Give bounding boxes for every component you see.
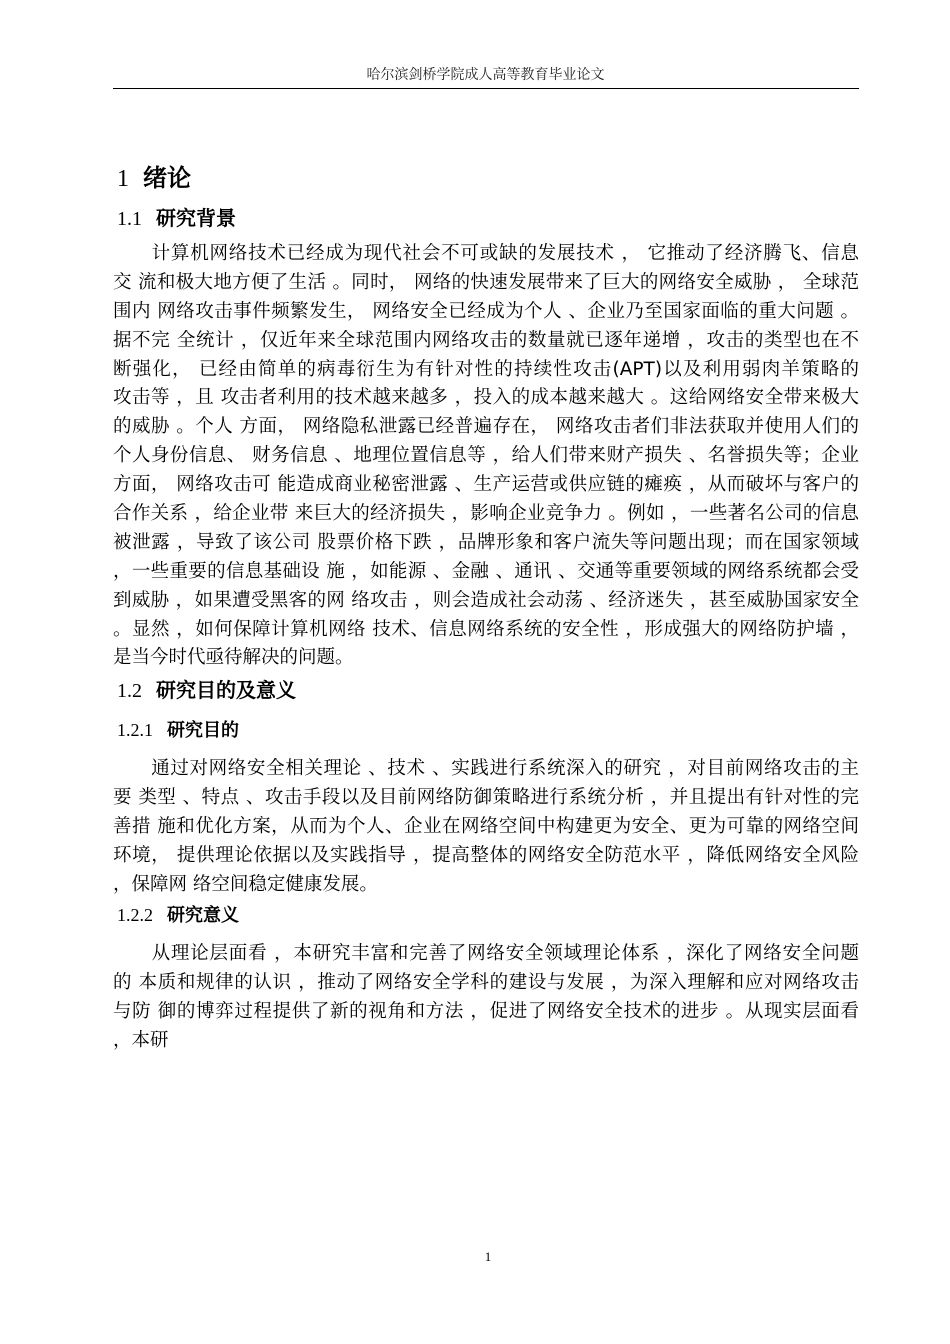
text-line: 善措 施和优化方案，从而为个人、企业在网络空间中构建更为安全、更为可靠的网络空间 bbox=[113, 815, 859, 837]
text-line: 到威胁 ，如果遭受黑客的网 络攻击 ，则会造成社会动荡 、经济迷失 ，甚至威胁国家安全 bbox=[113, 589, 859, 611]
text-line: 交 流和极大地方便了生活 。同时， 网络的快速发展带来了巨大的网络安全威胁 ， 全球范 bbox=[113, 271, 859, 293]
heading-title: 绪论 bbox=[143, 164, 191, 192]
text-line: ，本研 bbox=[113, 1029, 169, 1051]
section-heading-1-2-1 bbox=[117, 716, 239, 742]
text-line: 合作关系 ，给企业带 来巨大的经济损失 ，影响企业竞争力 。例如 ，一些著名公司的信息 bbox=[113, 503, 859, 525]
text-line: 断强化， 已经由简单的病毒衍生为有针对性的持续性攻击(APT)以及利用弱肉羊策略的 bbox=[113, 358, 859, 380]
text-line: 的威胁 。个人 方面， 网络隐私泄露已经普遍存在， 网络攻击者们非法获取并使用人们的 bbox=[113, 416, 859, 438]
heading-number: 1.2.2 bbox=[117, 905, 153, 925]
text-line: ，一些重要的信息基础设 施 ，如能源 、金融 、通讯 、交通等重要领域的网络系统都会受 bbox=[113, 560, 859, 582]
text-line: 环境， 提供理论依据以及实践指导 ，提高整体的网络安全防范水平 ，降低网络安全风险 bbox=[113, 844, 859, 866]
text-line: 方面， 网络攻击可 能造成商业秘密泄露 、生产运营或供应链的瘫痪 ，从而破坏与客户的 bbox=[113, 474, 859, 496]
text-line: 要 类型 、特点 、攻击手段以及目前网络防御策略进行系统分析 ，并且提出有针对性的完 bbox=[113, 786, 859, 808]
text-line: 通过对网络安全相关理论 、技术 、实践进行系统深入的研究 ，对目前网络攻击的主 bbox=[113, 758, 859, 779]
text-line: 从理论层面看 ，本研究丰富和完善了网络安全领域理论体系 ，深化了网络安全问题 bbox=[113, 943, 859, 964]
heading-title: 研究意义 bbox=[167, 905, 239, 926]
heading-title: 研究背景 bbox=[156, 206, 236, 230]
heading-title: 研究目的 bbox=[167, 720, 239, 741]
section-heading-1-1 bbox=[117, 202, 236, 231]
text-line: 攻击等 ，且 攻击者利用的技术越来越多 ，投入的成本越来越大 。这给网络安全带来极大 bbox=[113, 387, 859, 409]
heading-title: 研究目的及意义 bbox=[156, 678, 296, 702]
text-line: 是当今时代亟待解决的问题。 bbox=[113, 647, 354, 669]
text-line: 与防 御的博弈过程提供了新的视角和方法 ，促进了网络安全技术的进步 。从现实层面看 bbox=[113, 1000, 859, 1022]
text-line: 围内 网络攻击事件频繁发生， 网络安全已经成为个人 、企业乃至国家面临的重大问题 。 bbox=[113, 300, 859, 322]
section-heading-1-2 bbox=[117, 674, 296, 703]
header-rule bbox=[113, 88, 859, 89]
text-line: ，保障网 络空间稳定健康发展。 bbox=[113, 873, 378, 895]
chapter-heading bbox=[117, 158, 191, 193]
heading-number: 1.2 bbox=[117, 680, 142, 702]
paragraph-purpose bbox=[113, 755, 859, 899]
heading-number: 1.2.1 bbox=[117, 720, 153, 740]
text-line: 被泄露 ，导致了该公司 股票价格下跌 ，品牌形象和客户流失等问题出现；而在国家领域 bbox=[113, 531, 859, 553]
heading-number: 1 bbox=[117, 166, 129, 192]
running-header: 哈尔滨剑桥学院成人高等教育毕业论文 bbox=[366, 67, 605, 83]
text-line: 个人身份信息、 财务信息 、地理位置信息等 ，给人们带来财产损失 、名誉损失等；企业 bbox=[113, 445, 859, 467]
section-heading-1-2-2 bbox=[117, 901, 239, 927]
paragraph-background bbox=[113, 240, 859, 673]
text-line: 据不完 全统计 ，仅近年来全球范围内网络攻击的数量就已逐年递增 ，攻击的类型也在不 bbox=[113, 329, 859, 351]
heading-number: 1.1 bbox=[117, 208, 142, 230]
paragraph-significance bbox=[113, 940, 859, 1056]
text-line: 计算机网络技术已经成为现代社会不可或缺的发展技术 ， 它推动了经济腾飞、信息 bbox=[113, 243, 859, 264]
page-number: 1 bbox=[484, 1249, 492, 1264]
text-line: 。显然 ，如何保障计算机网络 技术、信息网络系统的安全性 ，形成强大的网络防护墙 ， bbox=[113, 618, 859, 640]
text-line: 的 本质和规律的认识 ，推动了网络安全学科的建设与发展 ，为深入理解和应对网络攻击 bbox=[113, 971, 859, 993]
